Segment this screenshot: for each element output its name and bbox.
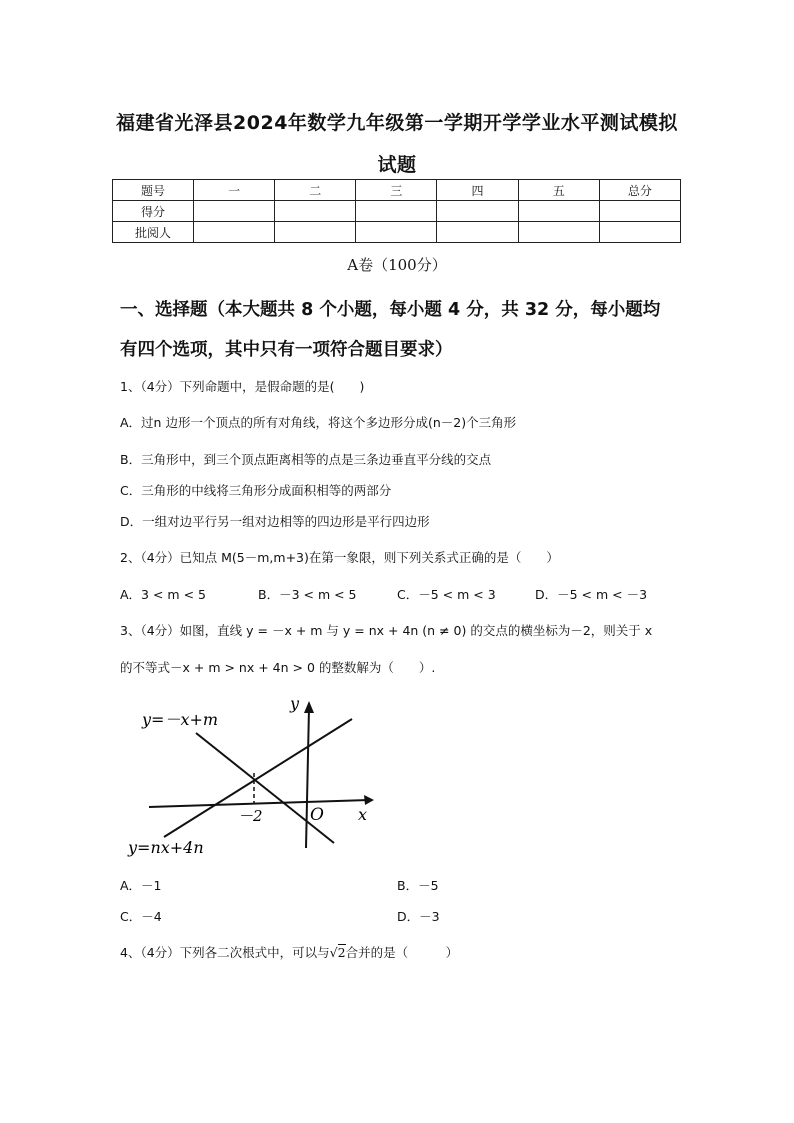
y-axis (306, 708, 309, 848)
sqrt-symbol: √ (329, 945, 338, 960)
section-a-title: A卷（100分） (347, 256, 447, 274)
score-table-cell: 三 (356, 180, 437, 201)
q3-option-b: B．－5 (397, 878, 439, 893)
q1-option-d: D．一组对边平行另一组对边相等的四边形是平行四边形 (120, 514, 430, 529)
q1-stem: 1、（4分）下列命题中，是假命题的是( ) (120, 379, 365, 394)
q3-option-d: D．－3 (397, 909, 440, 924)
q1-option-b: B．三角形中，到三个顶点距离相等的点是三条边垂直平分线的交点 (120, 452, 492, 467)
score-table-row (113, 222, 681, 243)
score-table-cell: 总分 (599, 180, 680, 201)
label-line2: y=nx+4n (128, 838, 204, 857)
score-table-cell (437, 201, 518, 222)
score-table-cell: 二 (275, 180, 356, 201)
score-table-cell (437, 222, 518, 243)
q2-option-a: A．3 < m < 5 (120, 587, 206, 602)
score-table-cell: 得分 (113, 201, 194, 222)
score-table-cell (599, 222, 680, 243)
y-axis-label: y (290, 694, 300, 713)
score-table-header-row (113, 180, 681, 201)
q2-option-c: C．－5 < m < 3 (397, 587, 496, 602)
q3-stem-line2: 的不等式－x + m > nx + 4n > 0 的整数解为（ ）. (120, 660, 436, 675)
score-table-cell: 一 (194, 180, 275, 201)
q2-option-d: D．－5 < m < －3 (535, 587, 648, 602)
score-table-cell (518, 201, 599, 222)
q3-stem-line1: 3、（4分）如图，直线 y = －x + m 与 y = nx + 4n (n ≠ 0) 的交点的横坐标为－2，则关于 x (120, 623, 653, 638)
score-table-cell (356, 201, 437, 222)
y-axis-arrow (304, 701, 314, 713)
score-table-cell (518, 222, 599, 243)
x-axis-label: x (358, 805, 368, 824)
score-table-cell (194, 222, 275, 243)
line-negative-slope (196, 733, 334, 843)
label-line1: y=－x+m (142, 710, 219, 729)
score-table-row (113, 201, 681, 222)
score-table-cell: 批阅人 (113, 222, 194, 243)
q4-stem-before: 4、（4分）下列各二次根式中，可以与 (120, 945, 330, 960)
score-table-cell: 五 (518, 180, 599, 201)
q4-radicand: 2 (337, 945, 346, 960)
q1-option-c: C．三角形的中线将三角形分成面积相等的两部分 (120, 483, 392, 498)
q3-option-c: C．－4 (120, 909, 162, 924)
score-table (112, 179, 681, 243)
score-table-cell (599, 201, 680, 222)
x-axis (149, 800, 369, 807)
score-table-cell: 四 (437, 180, 518, 201)
score-table-cell (194, 201, 275, 222)
origin-label: O (310, 805, 324, 825)
tick-label: －2 (238, 807, 263, 825)
q3-option-a: A．－1 (120, 878, 162, 893)
exam-title-line1: 福建省光泽县2024年数学九年级第一学期开学学业水平测试模拟 (116, 112, 678, 134)
part1-heading-line1: 一、选择题（本大题共 8 个小题，每小题 4 分，共 32 分，每小题均 (120, 300, 661, 320)
q2-stem: 2、（4分）已知点 M(5－m,m+3)在第一象限，则下列关系式正确的是（ ） (120, 550, 559, 565)
q2-option-b: B．－3 < m < 5 (258, 587, 357, 602)
part1-heading-line2: 有四个选项，其中只有一项符合题目要求） (120, 340, 453, 360)
score-table-cell (275, 222, 356, 243)
x-axis-arrow (364, 795, 374, 805)
score-table-cell: 题号 (113, 180, 194, 201)
q1-option-a: A．过n 边形一个顶点的所有对角线，将这个多边形分成(n－2)个三角形 (120, 415, 517, 430)
q4-stem-after: 合并的是（ ） (345, 945, 459, 960)
exam-title-line2: 试题 (377, 154, 417, 176)
q3-graph (124, 693, 384, 858)
score-table-cell (356, 222, 437, 243)
score-table-cell (275, 201, 356, 222)
q4-stem (120, 943, 458, 961)
